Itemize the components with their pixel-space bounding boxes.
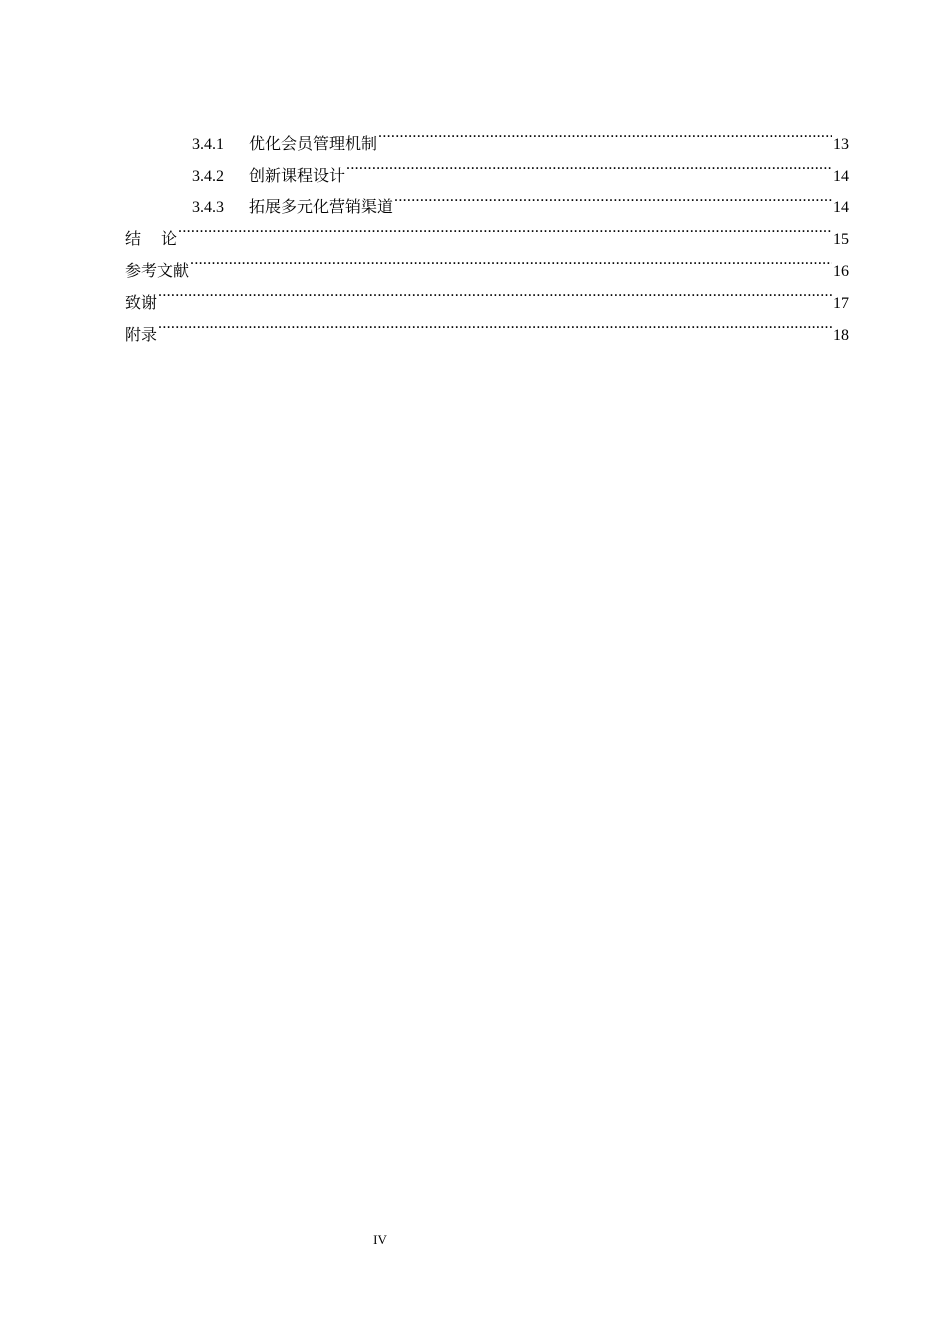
toc-entry-title: 拓展多元化营销渠道 — [249, 197, 394, 217]
toc-entry-number: 3.4.3 — [192, 199, 224, 217]
toc-entry-title: 致谢 — [125, 292, 158, 312]
toc-dot-leader — [190, 244, 832, 276]
toc-entry-title: 优化会员管理机制 — [249, 133, 378, 153]
toc-entry-appendix[interactable] — [125, 308, 849, 344]
toc-dot-leader — [158, 276, 832, 308]
toc-entry-title: 参考文献 — [125, 260, 190, 280]
table-of-contents — [125, 117, 849, 344]
toc-entry-3-4-1[interactable] — [125, 117, 849, 153]
toc-dot-leader — [394, 181, 832, 213]
toc-entry-page: 14 — [833, 167, 849, 185]
toc-entry-conclusion[interactable] — [125, 212, 849, 249]
toc-dot-leader — [378, 117, 832, 149]
toc-entry-page: 14 — [833, 199, 849, 217]
toc-entry-title: 创新课程设计 — [249, 165, 346, 185]
footer-page-number: IV — [373, 1232, 387, 1247]
toc-dot-leader — [178, 212, 832, 244]
toc-entry-page: 17 — [833, 294, 849, 312]
toc-entry-title: 附录 — [125, 324, 158, 344]
toc-entry-acknowledgements[interactable] — [125, 276, 849, 312]
toc-entry-title-part-2: 论 — [161, 229, 178, 249]
toc-dot-leader — [158, 308, 832, 340]
toc-dot-leader — [346, 149, 832, 181]
toc-entry-page: 16 — [833, 262, 849, 280]
toc-entry-number: 3.4.2 — [192, 167, 224, 185]
toc-entry-number: 3.4.1 — [192, 135, 224, 153]
toc-entry-page: 13 — [833, 135, 849, 153]
toc-entry-references[interactable] — [125, 244, 849, 280]
toc-entry-page: 15 — [833, 231, 849, 249]
toc-entry-title-part-1: 结 — [125, 229, 162, 249]
toc-entry-page: 18 — [833, 326, 849, 344]
